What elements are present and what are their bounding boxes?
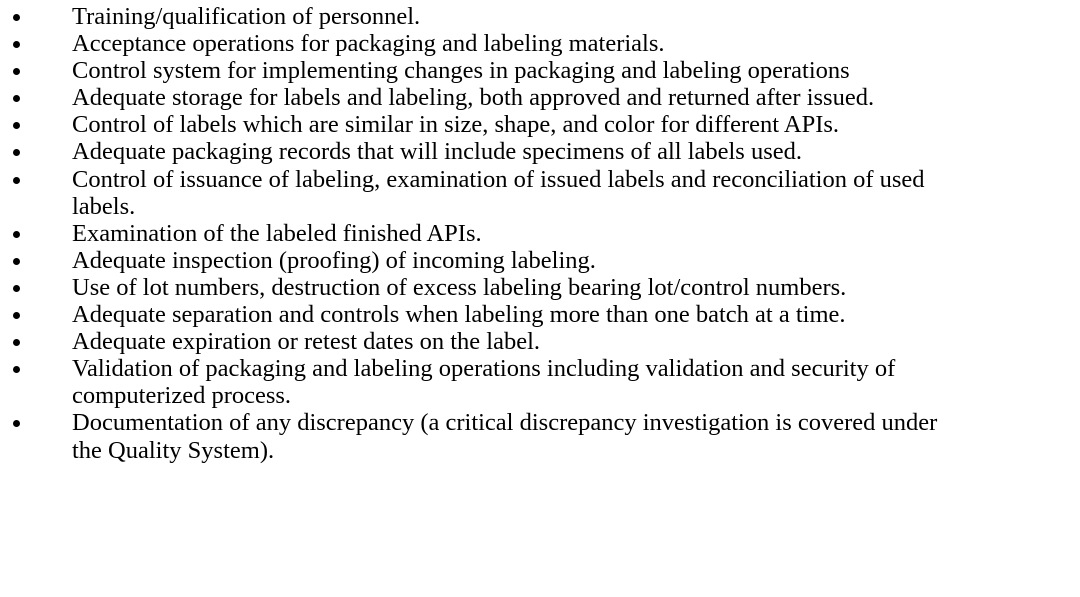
list-item (0, 247, 1080, 274)
bullet-icon (13, 149, 20, 156)
list-item-text-line: Adequate separation and controls when labeling more than one batch at a time. (72, 301, 846, 329)
list-item-text-line: Use of lot numbers, destruction of excess labeling bearing lot/control numbers. (72, 273, 847, 301)
list-item (0, 274, 1080, 301)
bullet-icon (13, 177, 20, 184)
bullet-icon (13, 14, 20, 21)
bullet-icon (13, 122, 20, 129)
list-item (0, 328, 1080, 355)
bullet-icon (13, 258, 20, 265)
list-item (0, 84, 1080, 111)
bullet-icon (13, 285, 20, 292)
list-item-text-line: Control of labels which are similar in size, shape, and color for different APIs. (72, 111, 840, 139)
bullet-icon (13, 420, 20, 427)
bullet-icon (13, 339, 20, 346)
bullet-list (0, 3, 1080, 464)
list-item (0, 355, 1080, 409)
list-item (0, 30, 1080, 57)
list-item (0, 166, 1080, 220)
list-item-text-line: Adequate inspection (proofing) of incoming labeling. (72, 246, 596, 274)
bullet-icon (13, 68, 20, 75)
list-item-text-line: Adequate packaging records that will include specimens of all labels used. (72, 138, 802, 166)
list-item-text-line: labels. (72, 192, 136, 220)
list-item-text-line: the Quality System). (72, 436, 275, 464)
list-item-text-line: Validation of packaging and labeling operations including validation and security of (72, 355, 896, 383)
bullet-icon (13, 231, 20, 238)
list-item (0, 57, 1080, 84)
list-item (0, 220, 1080, 247)
bullet-icon (13, 41, 20, 48)
list-item-text-line: Adequate expiration or retest dates on the label. (72, 328, 541, 356)
list-item-text-line: Control of issuance of labeling, examination of issued labels and reconciliation of used (72, 165, 925, 193)
list-item (0, 111, 1080, 138)
bullet-icon (13, 95, 20, 102)
list-item (0, 301, 1080, 328)
list-item-text-line: Training/qualification of personnel. (72, 3, 421, 30)
list-item-text-line: Examination of the labeled finished APIs. (72, 219, 482, 247)
list-item-text-line: Documentation of any discrepancy (a critical discrepancy investigation is covered under (72, 409, 938, 437)
document-page (0, 3, 1080, 464)
list-item-text-line: computerized process. (72, 382, 292, 410)
list-item (0, 409, 1080, 463)
list-item-text-line: Control system for implementing changes in packaging and labeling operations (72, 57, 850, 85)
list-item (0, 3, 1080, 30)
list-item (0, 138, 1080, 165)
bullet-icon (13, 366, 20, 373)
list-item-text-line: Adequate storage for labels and labeling, both approved and returned after issued. (72, 84, 875, 112)
bullet-icon (13, 312, 20, 319)
list-item-text-line: Acceptance operations for packaging and labeling materials. (72, 30, 665, 58)
